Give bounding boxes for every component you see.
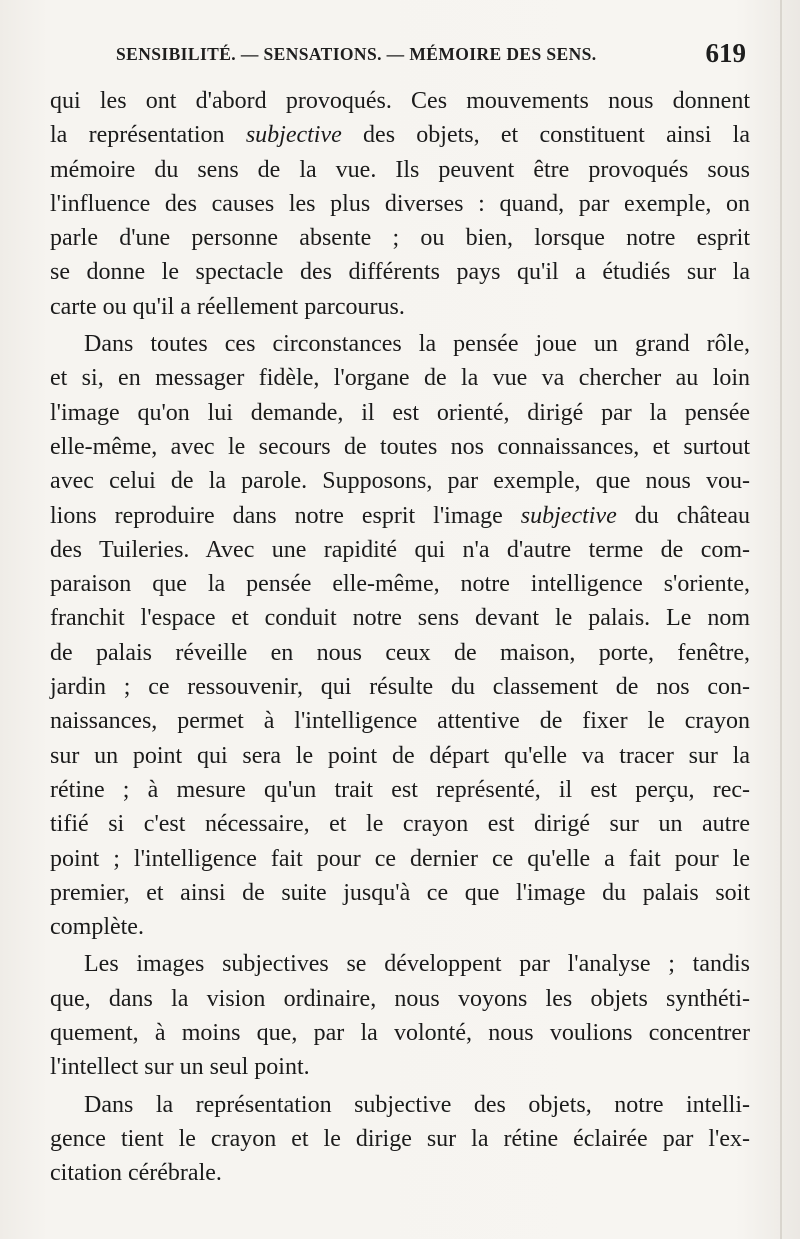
text-line: l'image qu'on lui demande, il est orienté, dirigé par la pensée [50, 399, 750, 426]
text-line: jardin ; ce ressouvenir, qui résulte du classement de nos con- [50, 674, 750, 701]
text-line: gence tient le crayon et le dirige sur la rétine éclairée par l'ex- [50, 1125, 750, 1152]
text-line: l'intellect sur un seul point. [50, 1054, 310, 1081]
text-line: complète. [50, 914, 144, 941]
text-line: se donne le spectacle des différents pays qu'il a étudiés sur la [50, 259, 750, 286]
text-line: parle d'une personne absente ; ou bien, lorsque notre esprit [50, 225, 750, 252]
text-line: lions reproduire dans notre esprit l'image subjective du château [50, 502, 750, 529]
text-line: l'influence des causes les plus diverses : quand, par exemple, on [50, 190, 750, 217]
text-line: Les images subjectives se développent par l'analyse ; tandis [84, 951, 750, 978]
text-line: tifié si c'est nécessaire, et le crayon est dirigé sur un autre [50, 811, 750, 838]
text-line: la représentation subjective des objets, et constituent ainsi la [50, 122, 750, 149]
paragraph [50, 84, 750, 324]
text-line: carte ou qu'il a réellement parcourus. [50, 293, 405, 320]
text-line: naissances, permet à l'intelligence attentive de fixer le crayon [50, 708, 750, 735]
text-line: point ; l'intelligence fait pour ce dernier ce qu'elle a fait pour le [50, 845, 750, 872]
text-line: sur un point qui sera le point de départ qu'elle va tracer sur la [50, 742, 750, 769]
text-line: avec celui de la parole. Supposons, par exemple, que nous vou- [50, 468, 750, 495]
page-number: 619 [705, 38, 746, 68]
running-title: SENSIBILITÉ. — SENSATIONS. — MÉMOIRE DES SENS. [116, 44, 597, 64]
text-line: elle-même, avec le secours de toutes nos connaissances, et surtout [50, 433, 750, 460]
text-line: des Tuileries. Avec une rapidité qui n'a d'autre terme de com- [50, 536, 750, 563]
text-line: rétine ; à mesure qu'un trait est représenté, il est perçu, rec- [50, 776, 750, 803]
text-line: mémoire du sens de la vue. Ils peuvent être provoqués sous [50, 156, 750, 183]
text-line: premier, et ainsi de suite jusqu'à ce que l'image du palais soit [50, 879, 750, 906]
text-line: de palais réveille en nous ceux de maison, porte, fenêtre, [50, 639, 750, 666]
paragraph [50, 947, 750, 1084]
paragraph [50, 1088, 750, 1191]
text-line: quement, à moins que, par la volonté, nous voulions concentrer [50, 1020, 750, 1047]
paragraph [50, 327, 750, 944]
text-line: et si, en messager fidèle, l'organe de la vue va chercher au loin [50, 365, 750, 392]
text-line: qui les ont d'abord provoqués. Ces mouvements nous donnent [50, 88, 750, 114]
text-line: Dans toutes ces circonstances la pensée joue un grand rôle, [84, 331, 750, 358]
text-line: citation cérébrale. [50, 1160, 222, 1187]
text-line: que, dans la vision ordinaire, nous voyons les objets synthéti- [50, 985, 750, 1012]
body-text [50, 84, 750, 1194]
text-line: franchit l'espace et conduit notre sens devant le palais. Le nom [50, 605, 750, 632]
text-line: Dans la représentation subjective des objets, notre intelli- [84, 1091, 750, 1118]
text-line: paraison que la pensée elle-même, notre intelligence s'oriente, [50, 571, 750, 598]
running-head [116, 38, 746, 74]
page-edge [780, 0, 782, 1239]
